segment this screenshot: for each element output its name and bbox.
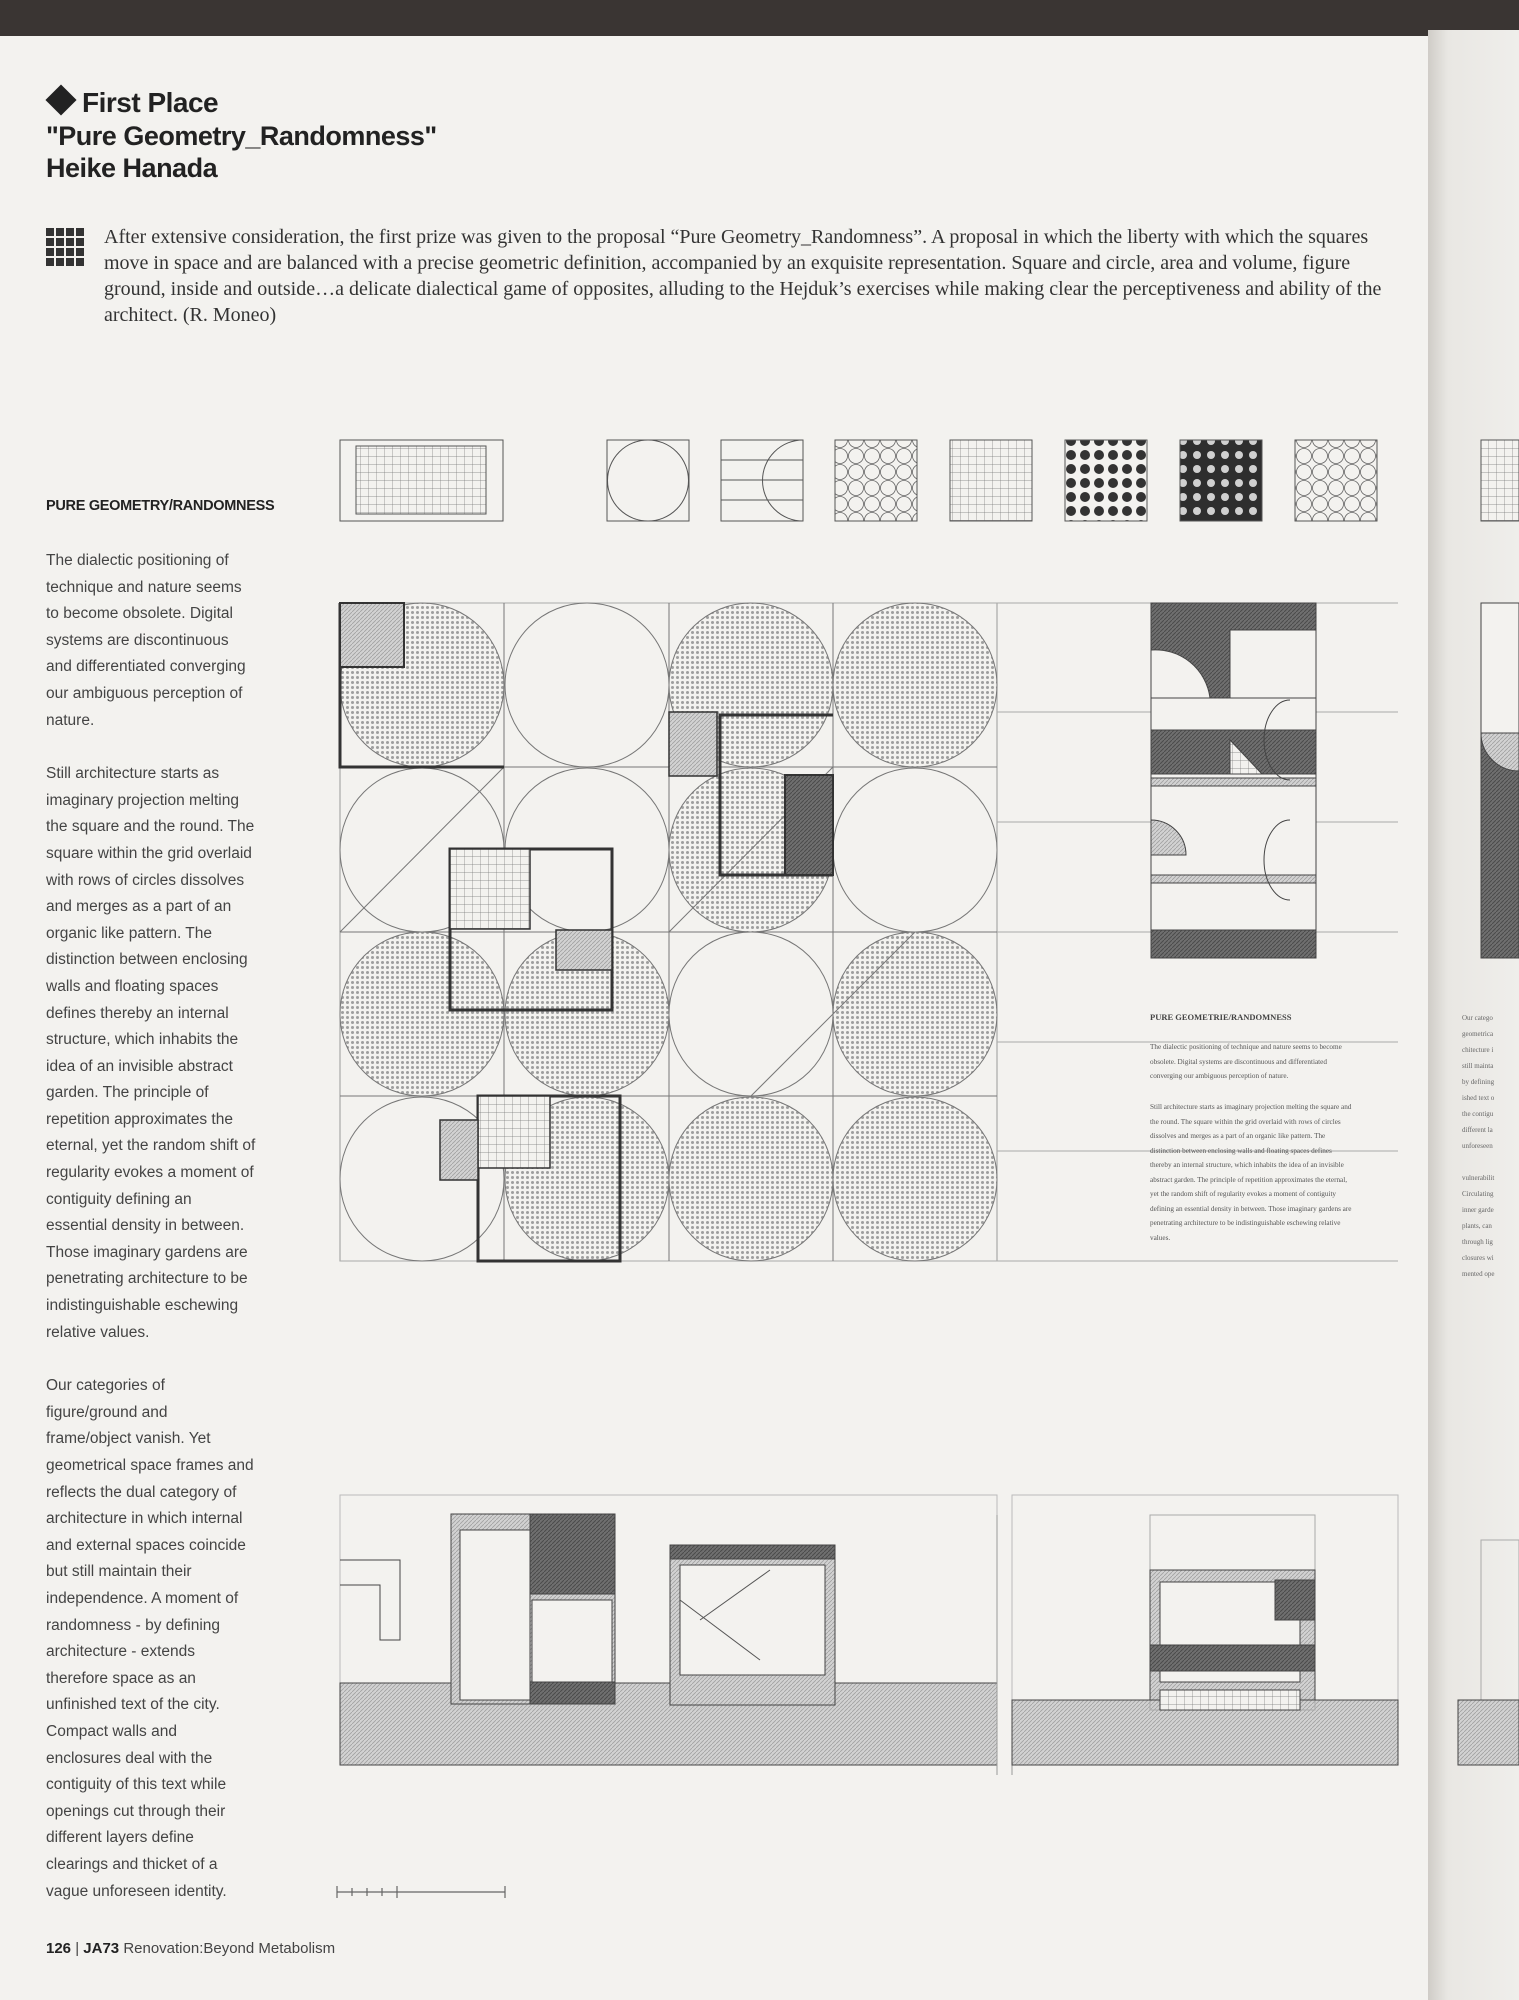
section-elevation-upper <box>1151 603 1316 958</box>
snippet-line: vulnerabilit <box>1462 1174 1495 1182</box>
snippet-line: Our catego <box>1462 1014 1493 1022</box>
issue-title: Renovation:Beyond Metabolism <box>123 1940 336 1957</box>
inset-paragraph-2: Still architecture starts as imaginary projection melting the square and the round. The square within the grid overlaid with rows of circles dissolves and merges as a part of an organic like pattern. The distinction between enclosing walls and floating spaces defines thereby an internal structure, which inhabits the idea of an invisible abstract garden. The principle of repetition approximates the eternal, yet the random shift of regularity evokes a moment of contiguity defining an essential density in between. Those imaginary gardens are penetrating architecture to be indistinguishable eschewing relative values. <box>1150 1103 1352 1242</box>
thumbnail-circle-grid <box>835 440 917 521</box>
sidebar-title: PURE GEOMETRY/RANDOMNESS <box>46 498 275 514</box>
building-sections <box>340 1495 1519 1775</box>
snippet-line: plants, can <box>1462 1222 1492 1230</box>
jury-comment: After extensive consideration, the first prize was given to the proposal “Pure Geometry_Randomness”. A proposal in which the liberty with which the squares move in space and are balanced with a precise geometric definition, accompanied by an exquisite representation. Square and circle, area and volume, figure ground, inside and outside…a delicate dialectical game of opposites, alluding to the Hejduk’s exercises while making clear the perceptiveness and ability of the architect. (R. Moneo) <box>104 226 1382 326</box>
page-footer <box>46 1940 335 1957</box>
thumbnail-circle <box>607 440 689 521</box>
snippet-line: through lig <box>1462 1238 1493 1246</box>
page-number: 126 <box>46 1940 72 1957</box>
inset-title: PURE GEOMETRIE/RANDOMNESS <box>1150 1012 1292 1022</box>
sidebar-paragraph-3: Our categories of figure/ground and frame/object vanish. Yet geometrical space frames and reflects the dual category of architecture in which internal and external spaces coincide but still maintain their independence. A moment of randomness - by defining architecture - extends therefore space as an unfinished text of the city. Compact walls and enclosures deal with the contiguity of this text while openings cut through their different layers define clearings and thicket of a vague unforeseen identity. <box>46 1377 254 1900</box>
project-title: "Pure Geometry_Randomness" <box>46 121 437 151</box>
snippet-line: inner garde <box>1462 1206 1494 1214</box>
scale-bar <box>337 1886 505 1898</box>
snippet-line: the contigu <box>1462 1110 1494 1118</box>
thumbnail-pattern-light <box>1065 440 1147 521</box>
snippet-line: unforeseen <box>1462 1142 1493 1150</box>
thumbnail-half-circles <box>721 440 803 521</box>
concept-thumbnails <box>340 440 1519 521</box>
thumbnail-cut-off <box>1481 440 1519 521</box>
thumbnail-plan-grid <box>340 440 503 521</box>
footer-separator: | <box>75 1940 80 1957</box>
snippet-line: ished text o <box>1462 1094 1495 1102</box>
snippet-line: closures wi <box>1462 1254 1494 1262</box>
snippet-line: mented ope <box>1462 1270 1495 1278</box>
inset-paragraph-1: The dialectic positioning of technique and nature seems to become obsolete. Digital systems are discontinuous and differentiated converging our ambiguous perception of nature. <box>1150 1043 1342 1080</box>
snippet-line: chitecture i <box>1462 1046 1494 1054</box>
author-name: Heike Hanada <box>46 153 218 183</box>
award-label: First Place <box>82 87 219 118</box>
thumbnail-fine-grid <box>950 440 1032 521</box>
snippet-line: Circulating <box>1462 1190 1494 1198</box>
snippet-line: geometrica <box>1462 1030 1494 1038</box>
sidebar-paragraph-1: The dialectic positioning of technique and nature seems to become obsolete. Digital systems are discontinuous and differentiated converging our ambiguous perception of nature. <box>46 552 246 729</box>
right-page-text-snippet <box>1462 1010 1519 1282</box>
snippet-line <box>1462 1154 1519 1170</box>
thumbnail-pattern-dark <box>1180 440 1262 521</box>
right-page-drawing <box>1481 603 1519 958</box>
sidebar-paragraph-2: Still architecture starts as imaginary projection melting the square and the round. The square within the grid overlaid with rows of circles dissolves and merges as a part of an organic like pattern. The distinction between enclosing walls and floating spaces defines thereby an internal structure, which inhabits the idea of an invisible abstract garden. The principle of repetition approximates the eternal, yet the random shift of regularity evokes a moment of contiguity defining an essential density in between. Those imaginary gardens are penetrating architecture to be indistinguishable eschewing relative values. <box>46 765 256 1341</box>
snippet-line: by defining <box>1462 1078 1495 1086</box>
issue-number: JA73 <box>83 1940 120 1957</box>
thumbnail-circle-rows <box>1295 440 1377 521</box>
snippet-line: still mainta <box>1462 1062 1494 1070</box>
snippet-line: different la <box>1462 1126 1493 1134</box>
